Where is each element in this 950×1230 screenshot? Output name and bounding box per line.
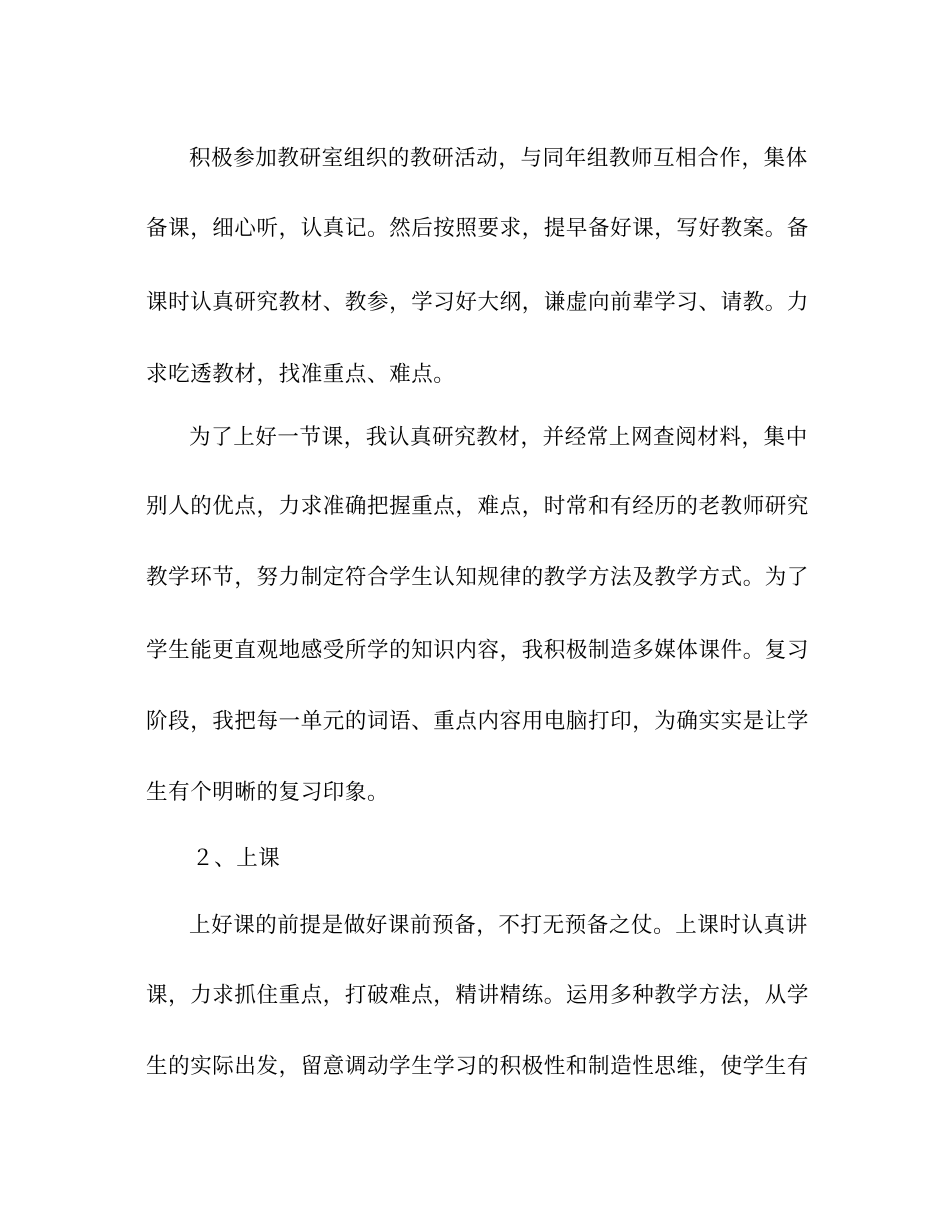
text-line: 别人的优点，力求准确把握重点，难点，时常和有经历的老教师研究 [146, 494, 810, 519]
text-line: 求吃透教材，找准重点、难点。 [146, 362, 456, 387]
text-line: 生的实际出发，留意调动学生学习的积极性和制造性思维，使学生有 [146, 1054, 810, 1079]
section-heading: ２、上课 [192, 846, 281, 871]
text-line: 为了上好一节课，我认真研究教材，并经常上网查阅材料，集中 [189, 425, 808, 450]
text-line: 积极参加教研室组织的教研活动，与同年组教师互相合作，集体 [189, 146, 808, 171]
text-line: 阶段，我把每一单元的词语、重点内容用电脑打印，为确实实是让学 [146, 709, 810, 734]
text-line: 课时认真研究教材、教参，学习好大纲，谦虚向前辈学习、请教。力 [146, 290, 810, 315]
text-line: 上好课的前提是做好课前预备，不打无预备之仗。上课时认真讲 [189, 913, 808, 938]
text-line: 生有个明晰的复习印象。 [146, 780, 390, 805]
text-line: 备课，细心听，认真记。然后按照要求，提早备好课，写好教案。备 [146, 216, 810, 241]
text-line: 教学环节，努力制定符合学生认知规律的教学方法及教学方式。为了 [146, 565, 810, 590]
text-line: 课，力求抓住重点，打破难点，精讲精练。运用多种教学方法，从学 [146, 983, 810, 1008]
text-line: 学生能更直观地感受所学的知识内容，我积极制造多媒体课件。复习 [146, 638, 810, 663]
